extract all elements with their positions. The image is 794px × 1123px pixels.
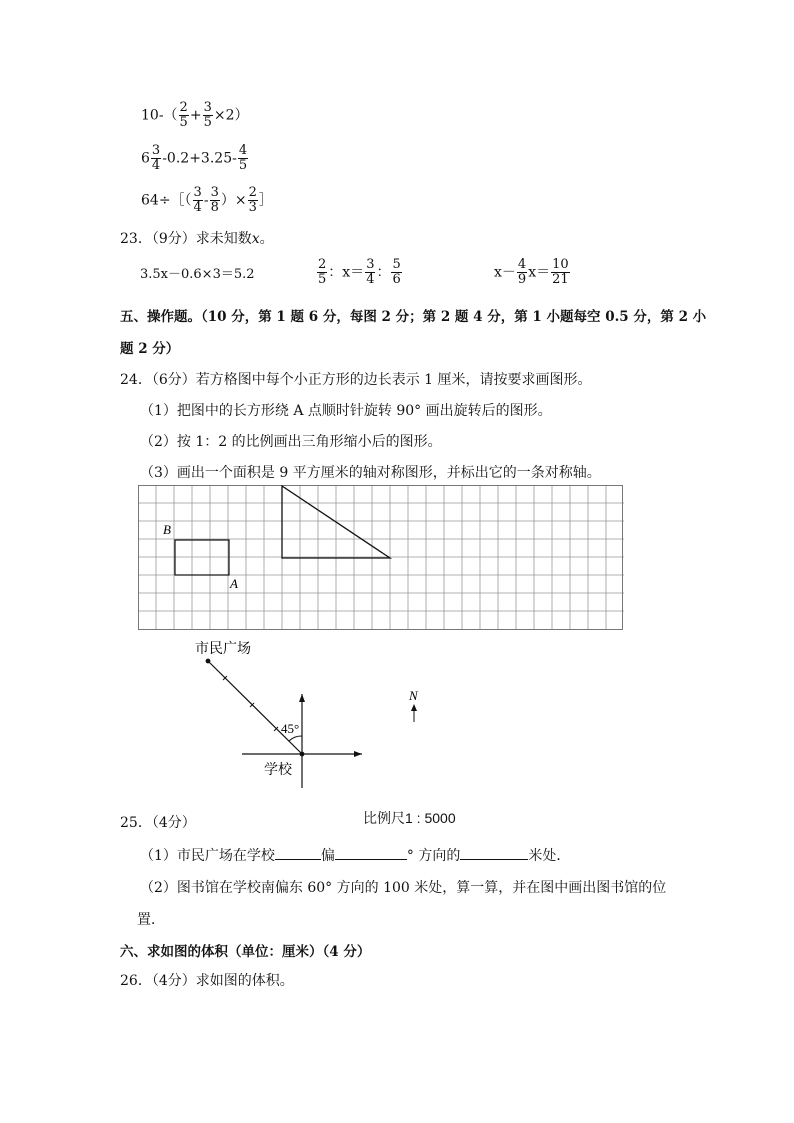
expression-2 [141, 144, 249, 173]
axis-arrow [299, 694, 305, 702]
place-point [206, 659, 211, 664]
fraction: $\frac{3}{4}$ [193, 185, 202, 215]
q24-part-3: （3）画出一个面积是 9 平方厘米的轴对称图形，并标出它的一条对称轴。 [140, 465, 601, 481]
expr1-lead: 10-（ [141, 107, 178, 124]
fraction: $\frac{3}{8}$ [210, 185, 219, 215]
map-scale: 比例尺1 : 5000 [363, 810, 456, 826]
angle-arc [289, 736, 302, 741]
fraction: $\frac{2}{5}$ [179, 100, 188, 130]
north-arrowhead-icon [411, 704, 417, 711]
operator: + [189, 107, 202, 124]
axis-arrow [354, 751, 362, 757]
q24-part-1: （1）把图中的长方形绕 A 点顺时针旋转 90° 画出旋转后的图形。 [140, 403, 552, 419]
section-5-heading-cont: 题 2 分） [120, 341, 180, 357]
school-point [300, 752, 305, 757]
expr2-mid: -0.2+3.25- [162, 150, 237, 167]
direction-line [208, 661, 302, 754]
fraction: $\frac{3}{4}$ [151, 143, 161, 173]
rectangle-shape [175, 540, 229, 575]
label-a: A [230, 576, 238, 591]
q25-part-1: （1）市民广场在学校 偏 ° 方向的 米处． [140, 845, 570, 865]
q25-part-2: （2）图书馆在学校南偏东 60° 方向的 100 米处，算一算，并在图中画出图书馆的位 [140, 880, 667, 896]
expression-1 [141, 101, 248, 130]
north-label: N [409, 688, 418, 703]
expr3-tail: ］ [258, 192, 273, 209]
answer-blank-1[interactable] [275, 845, 321, 860]
section-5-heading: 五、操作题。（10 分，第 1 题 6 分，每图 2 分；第 2 题 4 分，第 1 小题每空 0.5 分，第 2 小 [120, 309, 707, 325]
fraction: $\frac{4}{5}$ [238, 143, 248, 173]
whole-number: 6 [141, 150, 150, 167]
question-26-title: 26．（4分）求如图的体积。 [120, 973, 294, 989]
expr3-mid: ）× [220, 192, 247, 209]
expr1-tail: ×2） [213, 107, 249, 124]
expression-3 [141, 186, 273, 215]
equation-2: $\frac{2}{5}$ ：x＝ $\frac{3}{4}$ ： $\frac{5}{6}$ [318, 257, 401, 287]
grid-lines [138, 485, 624, 629]
q25-part-2-cont: 置． [137, 912, 165, 928]
answer-blank-3[interactable] [460, 845, 528, 860]
direction-map [190, 636, 480, 826]
question-23-title: 23．（9分）求未知数x。 [120, 231, 274, 247]
label-b: B [163, 522, 171, 537]
operator: - [203, 192, 209, 209]
school-label: 学校 [264, 763, 292, 778]
q24-part-2: （2）按 1：2 的比例画出三角形缩小后的图形。 [140, 434, 442, 450]
fraction: $\frac{2}{3}$ [248, 185, 257, 215]
grid-figure [138, 485, 624, 631]
equation-3: x－ $\frac{4}{9}$ x＝ $\frac{10}{21}$ [494, 257, 569, 287]
expr3-lead: 64÷［（ [141, 192, 192, 209]
question-24-title: 24．（6分）若方格图中每个小正方形的边长表示 1 厘米，请按要求画图形。 [120, 372, 592, 388]
answer-blank-2[interactable] [335, 845, 407, 860]
fraction: $\frac{3}{5}$ [203, 100, 212, 130]
question-25-title: 25．（4分） [120, 815, 196, 831]
place-label: 市民广场 [195, 642, 251, 657]
section-6-heading: 六、求如图的体积（单位：厘米）（4 分） [120, 944, 371, 960]
angle-label: 45° [281, 721, 300, 736]
equation-1: 3.5x－0.6×3＝5.2 [140, 267, 255, 282]
